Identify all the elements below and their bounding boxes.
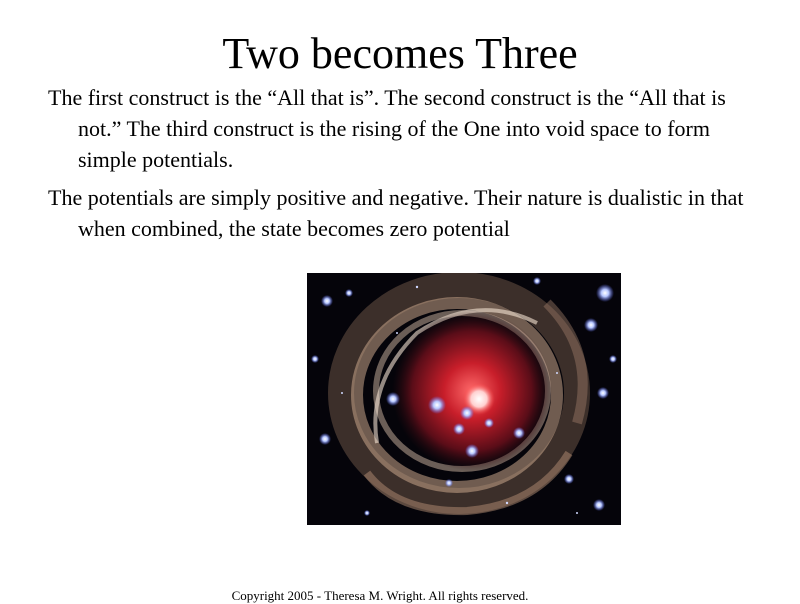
nebula-star-image: [307, 273, 621, 525]
paragraph-constructs: The first construct is the “All that is”. The second construct is the “All that is not.” The third construct is the rising of the One into void space to form simple potentials.: [48, 85, 726, 172]
slide-body: [48, 82, 768, 251]
paragraph-potentials: The potentials are simply positive and negative. Their nature is dualistic in that when combined, the state becomes zero potential: [48, 185, 744, 241]
copyright-notice: Copyright 2005 - Theresa M. Wright. All rights reserved.: [231, 588, 529, 603]
slide-title: Two becomes Three: [222, 29, 578, 78]
